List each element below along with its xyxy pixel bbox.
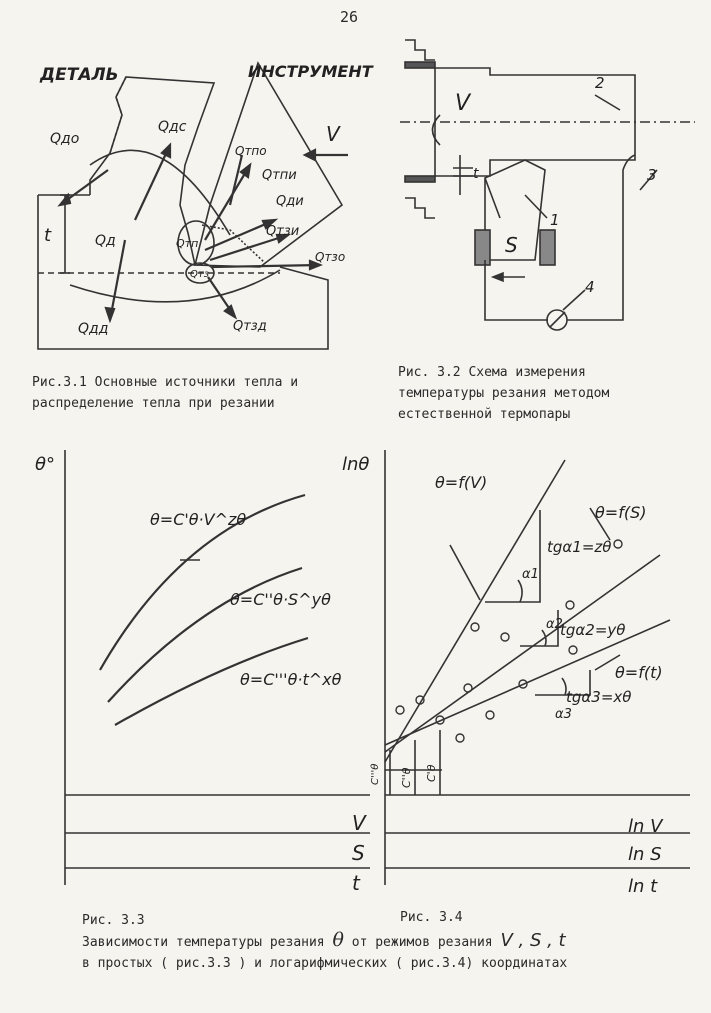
svg-text:θ=C'''θ·t^xθ: θ=C'''θ·t^xθ xyxy=(240,670,342,689)
svg-text:θ=f(S): θ=f(S) xyxy=(595,503,647,522)
svg-text:Qд: Qд xyxy=(95,233,116,249)
svg-text:Qтзо: Qтзо xyxy=(315,250,346,264)
svg-text:tgα3=xθ: tgα3=xθ xyxy=(566,688,632,706)
fig32-caption-3: естественной термопары xyxy=(398,407,571,422)
svg-text:ln S: ln S xyxy=(628,844,662,865)
svg-text:Qтпо: Qтпо xyxy=(235,144,267,158)
figure-3-2 xyxy=(395,30,695,350)
page-number: 26 xyxy=(340,8,359,26)
t-label: t xyxy=(44,225,52,246)
svg-text:α2: α2 xyxy=(546,617,563,632)
svg-text:S: S xyxy=(352,841,365,865)
svg-text:Qдд: Qдд xyxy=(78,321,109,337)
fig33-caption: Рис. 3.3 xyxy=(82,913,145,928)
svg-text:θ=f(V): θ=f(V) xyxy=(435,473,488,492)
svg-text:Qдо: Qдо xyxy=(50,131,80,147)
fig32-caption-1: Рис. 3.2 Схема измерения xyxy=(398,365,586,380)
svg-text:C''θ: C''θ xyxy=(400,767,413,788)
svg-text:3: 3 xyxy=(647,166,657,184)
svg-text:t: t xyxy=(473,166,479,182)
svg-text:1: 1 xyxy=(550,211,560,229)
fig32-caption-2: температуры резания методом xyxy=(398,386,610,401)
svg-text:θ=C'θ·V^zθ: θ=C'θ·V^zθ xyxy=(150,510,247,529)
svg-text:Qди: Qди xyxy=(276,194,304,209)
fig34-y-axis: lnθ xyxy=(342,454,370,475)
svg-text:θ=C''θ·S^yθ: θ=C''θ·S^yθ xyxy=(230,590,331,609)
svg-text:Qтз: Qтз xyxy=(190,269,210,280)
svg-text:C'θ: C'θ xyxy=(425,764,438,782)
svg-text:2: 2 xyxy=(595,74,605,92)
tool-label: ИНСТРУМЕНТ xyxy=(248,62,373,81)
svg-text:Qтп: Qтп xyxy=(176,237,199,250)
fig33-y-axis: θ° xyxy=(35,454,56,475)
svg-text:tgα1=zθ: tgα1=zθ xyxy=(547,538,612,556)
svg-text:V: V xyxy=(352,811,366,835)
detail-label: ДЕТАЛЬ xyxy=(40,65,119,85)
figure-3-3 xyxy=(30,440,380,895)
svg-text:Qтзи: Qтзи xyxy=(266,224,300,239)
svg-text:α3: α3 xyxy=(555,707,572,722)
svg-text:V: V xyxy=(455,91,471,116)
bottom-caption-line1: Зависимости температуры резания θ от режимов резания V , S , t xyxy=(82,929,566,951)
fig34-caption: Рис. 3.4 xyxy=(400,910,463,925)
svg-text:ln V: ln V xyxy=(628,816,663,837)
svg-text:t: t xyxy=(352,871,360,895)
svg-text:C'''θ: C'''θ xyxy=(370,763,381,785)
svg-text:Qтзд: Qтзд xyxy=(233,319,267,334)
svg-text:S: S xyxy=(505,233,518,257)
svg-text:θ=f(t): θ=f(t) xyxy=(615,663,663,682)
bottom-caption-line2: в простых ( рис.3.3 ) и логарифмических ( рис.3.4) координатах xyxy=(82,956,568,971)
svg-text:α1: α1 xyxy=(522,567,539,582)
v-label: V xyxy=(326,122,340,146)
svg-text:Qтпи: Qтпи xyxy=(262,168,297,183)
figure-3-1 xyxy=(30,55,385,355)
fig31-caption-1: Рис.3.1 Основные источники тепла и xyxy=(32,375,299,390)
fig31-caption-2: распределение тепла при резании xyxy=(32,396,275,411)
svg-text:ln t: ln t xyxy=(628,876,658,897)
svg-text:4: 4 xyxy=(585,278,595,296)
svg-text:Qдс: Qдс xyxy=(158,119,187,135)
figure-3-4 xyxy=(342,440,700,900)
svg-text:tgα2=yθ: tgα2=yθ xyxy=(560,621,626,639)
